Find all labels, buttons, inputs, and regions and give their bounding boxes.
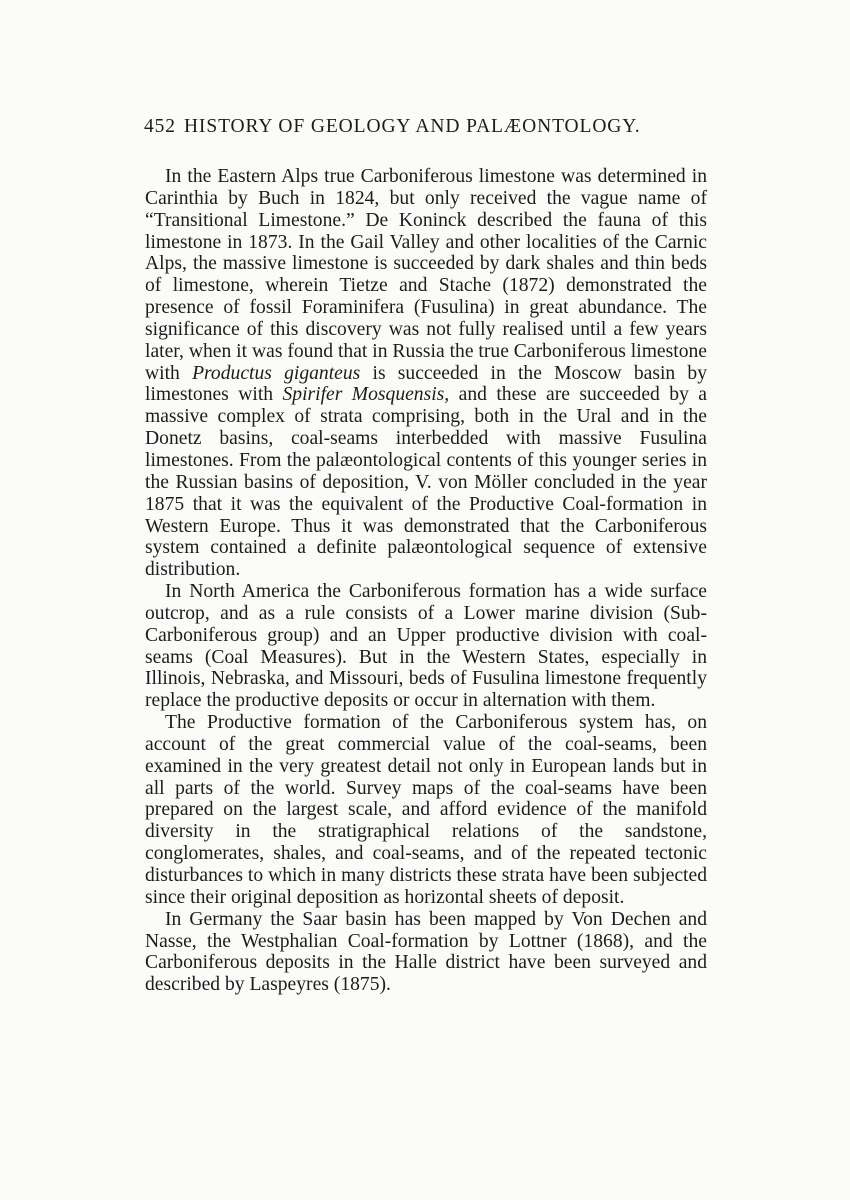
- page-number: 452: [144, 116, 176, 137]
- italic-species-name: Spirifer Mosquensis,: [282, 384, 450, 406]
- italic-species-name: Productus giganteus: [192, 362, 361, 384]
- paragraph-north-america: In North America the Carboniferous formation has a wide surface outcrop, and as a rule consists of a Lower marine division (Sub-Carboniferous group) and an Upper productive division with coal-seams (Coal Measures). But in the Western States, especially in Illinois, Nebraska, and Missouri, beds of Fusulina limestone frequently replace the productive deposits or occur in alternation with them.: [145, 581, 707, 712]
- running-title: HISTORY OF GEOLOGY AND PALÆONTOLOGY.: [183, 116, 641, 137]
- body-text: [145, 166, 707, 996]
- paragraph-text: is succeeded in the Moscow basin by limestones with: [145, 362, 707, 406]
- paragraph-productive-formation: The Productive formation of the Carboniferous system has, on account of the great commercial value of the coal-seams, been examined in the very greatest detail not only in European lands but in all parts of the world. Survey maps of the coal-seams have been prepared on the largest scale, and afford evidence of the manifold diversity in the stratigraphical relations of the sandstone, conglomerates, shales, and coal-seams, and of the repeated tectonic disturbances to which in many districts these strata have been subjected since their original deposition as horizontal sheets of deposit.: [145, 712, 707, 908]
- paragraph-germany: In Germany the Saar basin has been mapped by Von Dechen and Nasse, the Westphalian Coal-formation by Lottner (1868), and the Carboniferous deposits in the Halle district have been surveyed and described by Laspeyres (1875).: [145, 908, 707, 996]
- paragraph-text: In the Eastern Alps true Carboniferous limestone was determined in Carinthia by Buch in 1824, but only received the vague name of “Transitional Limestone.” De Koninck described the fauna of this limestone in 1873. In the Gail Valley and other localities of the Carnic Alps, the massive limestone is succeeded by dark shales and thin beds of limestone, wherein Tietze and Stache (1872) demonstrated the presence of fossil Foraminifera (Fusulina) in great abundance. The significance of this discovery was not fully realised until a few years later, when it was found that in Russia the true Carboniferous limestone with: [145, 166, 707, 384]
- paragraph-eastern-alps: [145, 166, 707, 581]
- paragraph-text: and these are succeeded by a massive complex of strata comprising, both in the Ural and in the Donetz basins, coal-seams interbedded with massive Fusulina limestones. From the palæontological contents of this younger series in the Russian basins of deposition, V. von Möller concluded in the year 1875 that it was the equivalent of the Productive Coal-formation in Western Europe. Thus it was demonstrated that the Carboniferous system contained a definite palæontological sequence of extensive distribution.: [145, 384, 707, 581]
- page-header: [144, 116, 684, 138]
